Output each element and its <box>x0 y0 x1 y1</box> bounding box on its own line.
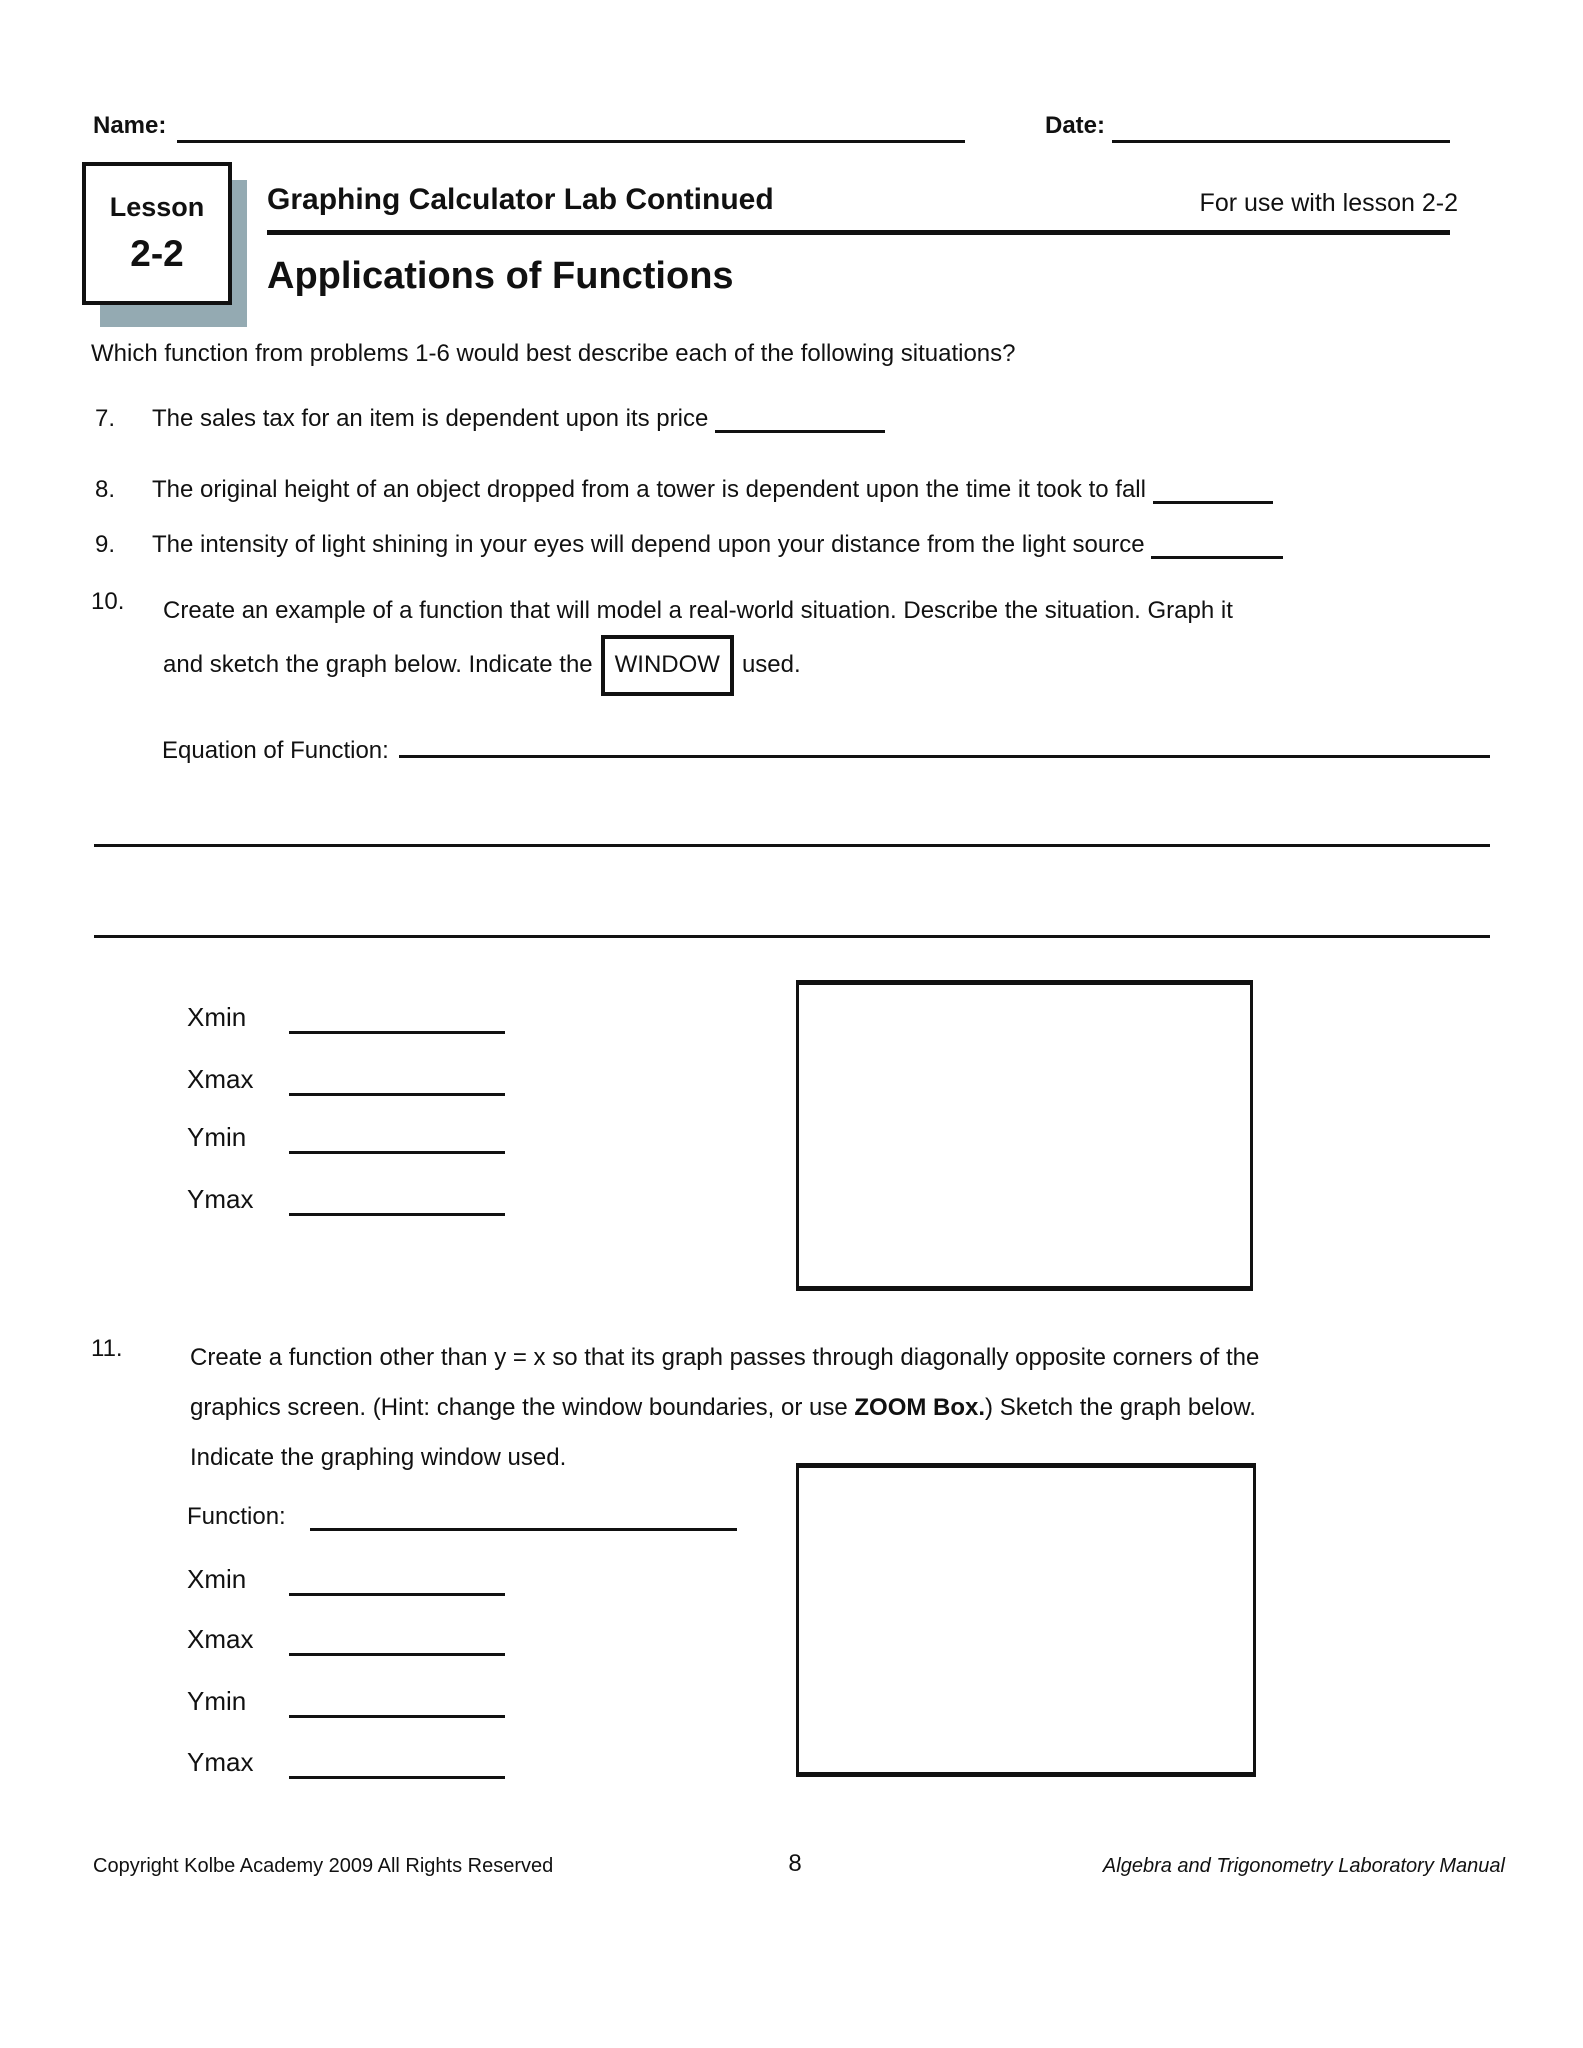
question-7-number: 7. <box>95 405 116 432</box>
question-8-number: 8. <box>95 476 116 503</box>
footer-page-number: 8 <box>788 1850 802 1877</box>
question-10-text <box>163 586 1233 696</box>
answer-line-1 <box>94 844 1490 847</box>
q11-ymax-label: Ymax <box>187 1747 254 1777</box>
question-9 <box>95 531 1283 559</box>
q11-ymin-blank <box>289 1692 505 1718</box>
q11-xmax-label: Xmax <box>187 1624 254 1654</box>
q10-xmax-label: Xmax <box>187 1064 254 1094</box>
q10-field-xmin <box>187 1003 505 1034</box>
question-9-text: The intensity of light shining in your eyes will depend upon your distance from the light source <box>152 531 1145 558</box>
question-11-line3: Indicate the graphing window used. <box>190 1444 567 1471</box>
zoom-box-keyword: ZOOM Box. <box>854 1394 986 1421</box>
question-11-text <box>190 1333 1259 1483</box>
q10-field-ymin <box>187 1123 505 1154</box>
for-use-note: For use with lesson 2-2 <box>1199 189 1458 217</box>
q11-ymax-blank <box>289 1753 505 1779</box>
question-11-line2 <box>190 1383 1259 1433</box>
question-7 <box>95 405 885 433</box>
date-label: Date: <box>1045 112 1106 139</box>
question-9-answer-blank <box>1151 535 1283 559</box>
name-blank-line <box>177 140 965 143</box>
question-7-text: The sales tax for an item is dependent upon its price <box>152 405 709 432</box>
q10-xmin-blank <box>289 1008 505 1034</box>
name-label: Name: <box>93 112 167 139</box>
q10-ymin-blank <box>289 1128 505 1154</box>
answer-line-2 <box>94 935 1490 938</box>
intro-text: Which function from problems 1-6 would best describe each of the following situations? <box>91 340 1016 367</box>
question-10-number: 10. <box>91 588 125 615</box>
q11-field-xmin <box>187 1565 505 1596</box>
q11-xmax-blank <box>289 1630 505 1656</box>
lesson-badge-number: 2-2 <box>130 233 184 274</box>
footer-manual-title: Algebra and Trigonometry Laboratory Manual <box>1102 1855 1505 1877</box>
q11-field-xmax <box>187 1625 505 1656</box>
date-blank-line <box>1112 140 1450 143</box>
q10-field-ymax <box>187 1185 505 1216</box>
question-10-line2 <box>163 635 1233 696</box>
question-8-answer-blank <box>1153 480 1273 504</box>
question-11-line2-post: ) Sketch the graph below. <box>985 1394 1256 1421</box>
page-title: Graphing Calculator Lab Continued <box>267 183 774 216</box>
question-11-line1: Create a function other than y = x so that its graph passes through diagonally opposite corners of the <box>190 1344 1260 1371</box>
question-10-line2-pre: and sketch the graph below. Indicate the <box>163 651 593 678</box>
q11-xmin-blank <box>289 1570 505 1596</box>
q10-ymax-label: Ymax <box>187 1184 254 1214</box>
question-9-number: 9. <box>95 531 116 558</box>
question-8-text: The original height of an object dropped from a tower is dependent upon the time it took to fall <box>152 476 1146 503</box>
question-10-line2-post: used. <box>741 651 801 678</box>
equation-label: Equation of Function: <box>162 737 389 764</box>
q10-ymin-label: Ymin <box>187 1122 247 1152</box>
function-label: Function: <box>187 1503 286 1530</box>
q10-field-xmax <box>187 1065 505 1096</box>
lesson-badge <box>82 162 232 305</box>
graph-box-q10 <box>796 980 1253 1291</box>
question-11-line2-pre: graphics screen. (Hint: change the window boundaries, or use <box>190 1394 855 1421</box>
q11-field-ymax <box>187 1748 505 1779</box>
q10-ymax-blank <box>289 1190 505 1216</box>
equation-answer-line <box>399 734 1490 758</box>
equation-row <box>162 734 1490 765</box>
function-row <box>187 1503 737 1531</box>
question-8 <box>95 476 1273 504</box>
question-11-number: 11. <box>91 1335 123 1362</box>
lesson-badge-title: Lesson <box>109 192 205 222</box>
question-7-answer-blank <box>715 409 885 433</box>
q10-xmin-label: Xmin <box>187 1002 247 1032</box>
window-keyword-box: WINDOW <box>601 635 734 696</box>
question-10-line1: Create an example of a function that will model a real-world situation. Describe the situation. Graph it <box>163 597 1233 624</box>
function-answer-line <box>310 1507 737 1531</box>
page-subtitle: Applications of Functions <box>267 255 734 297</box>
q10-xmax-blank <box>289 1070 505 1096</box>
q11-field-ymin <box>187 1687 505 1718</box>
footer-copyright: Copyright Kolbe Academy 2009 All Rights Reserved <box>93 1855 554 1877</box>
q11-xmin-label: Xmin <box>187 1564 247 1594</box>
title-rule <box>267 230 1450 235</box>
q11-ymin-label: Ymin <box>187 1686 247 1716</box>
graph-box-q11 <box>796 1463 1256 1777</box>
